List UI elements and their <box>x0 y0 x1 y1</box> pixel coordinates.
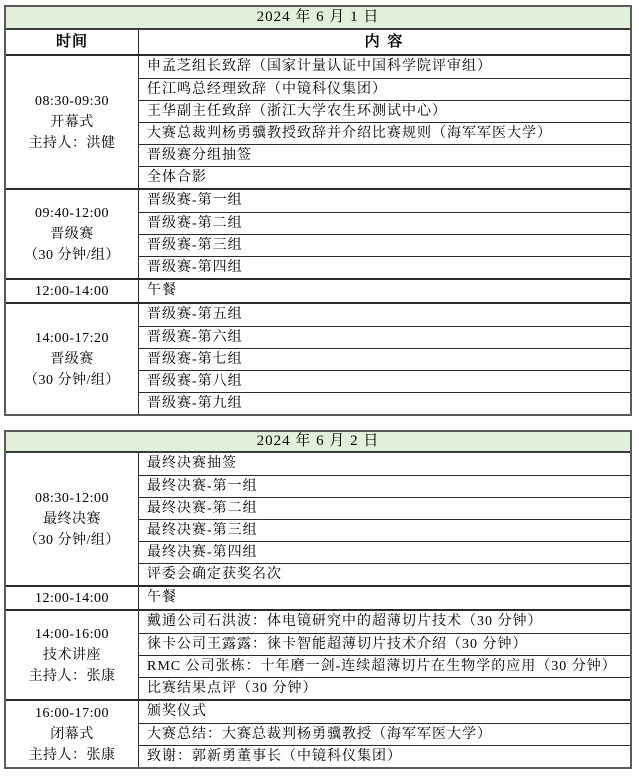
session-duration: （30 分钟/组） <box>24 532 120 548</box>
session-name: 最终决赛 <box>43 511 101 527</box>
session-host: 主持人：张康 <box>28 668 116 684</box>
day1-group-lunch <box>6 278 630 302</box>
content-rows <box>139 701 630 767</box>
schedule-row: 晋级赛-第一组 <box>147 193 243 208</box>
session-name: 晋级赛 <box>50 351 94 367</box>
schedule-row: 大赛总结：大赛总裁判杨勇骥教授（海军军医大学） <box>139 723 630 745</box>
day2-schedule-table <box>4 430 632 769</box>
day1-group-opening <box>6 56 630 188</box>
time-cell <box>6 611 139 699</box>
schedule-row: 晋级赛-第九组 <box>139 392 630 414</box>
schedule-row: 晋级赛-第二组 <box>139 212 630 234</box>
schedule-row: 午餐 <box>147 283 177 298</box>
time-range: 14:00-17:20 <box>35 330 109 346</box>
session-name: 晋级赛 <box>50 226 94 242</box>
time-range: 08:30-09:30 <box>35 93 109 109</box>
day1-column-header-row <box>6 30 630 56</box>
content-column-header: 内 容 <box>364 34 405 50</box>
time-range: 09:40-12:00 <box>35 205 109 221</box>
schedule-row: 最终决赛-第一组 <box>139 475 630 497</box>
session-name: 闭幕式 <box>50 726 94 742</box>
schedule-row: 晋级赛-第五组 <box>147 307 243 322</box>
schedule-row: 午餐 <box>147 590 177 605</box>
schedule-row: 最终决赛-第三组 <box>139 519 630 541</box>
schedule-row: 晋级赛-第四组 <box>139 256 630 278</box>
schedule-row: 晋级赛-第七组 <box>139 348 630 370</box>
time-cell <box>6 304 139 414</box>
day1-group-qualifier-afternoon <box>6 302 630 414</box>
content-rows <box>139 56 630 188</box>
content-rows <box>139 190 630 278</box>
time-range: 14:00-16:00 <box>35 626 109 642</box>
schedule-row: 比赛结果点评（30 分钟） <box>139 677 630 699</box>
content-rows <box>139 453 630 585</box>
session-duration: （30 分钟/组） <box>24 247 120 263</box>
schedule-row: 王华副主任致辞（浙江大学农生环测试中心） <box>139 100 630 122</box>
time-cell <box>6 701 139 767</box>
day1-group-qualifier-morning <box>6 188 630 278</box>
schedule-row: 最终决赛抽签 <box>147 456 237 471</box>
time-column-header: 时间 <box>6 30 139 54</box>
session-duration: （30 分钟/组） <box>24 372 120 388</box>
day2-group-final <box>6 453 630 585</box>
schedule-row: 任江鸣总经理致辞（中镜科仪集团） <box>139 78 630 100</box>
time-cell <box>6 587 139 609</box>
content-rows <box>139 611 630 699</box>
day2-group-lunch <box>6 585 630 609</box>
schedule-row: 最终决赛-第四组 <box>139 541 630 563</box>
day2-date-header: 2024 年 6 月 2 日 <box>6 432 630 453</box>
content-rows <box>139 304 630 414</box>
session-name: 技术讲座 <box>43 647 101 663</box>
schedule-row: 徕卡公司王露露：徕卡智能超薄切片技术介绍（30 分钟） <box>139 633 630 655</box>
schedule-row: RMC 公司张栋：十年磨一剑-连续超薄切片在生物学的应用（30 分钟） <box>139 655 630 677</box>
time-range: 08:30-12:00 <box>35 490 109 506</box>
session-host: 主持人：张康 <box>28 747 116 763</box>
time-range: 16:00-17:00 <box>35 705 109 721</box>
time-cell <box>6 280 139 302</box>
time-cell <box>6 56 139 188</box>
schedule-row: 大赛总裁判杨勇骥教授致辞并介绍比赛规则（海军军医大学） <box>139 122 630 144</box>
time-range: 12:00-14:00 <box>35 590 109 606</box>
schedule-row: 晋级赛-第六组 <box>139 326 630 348</box>
schedule-row: 最终决赛-第二组 <box>139 497 630 519</box>
schedule-row: 全体合影 <box>139 166 630 188</box>
schedule-row: 戴通公司石洪波：体电镜研究中的超薄切片技术（30 分钟） <box>147 614 543 629</box>
time-range: 12:00-14:00 <box>35 283 109 299</box>
schedule-row: 申孟芝组长致辞（国家计量认证中国科学院评审组） <box>147 59 492 74</box>
day1-date-header: 2024 年 6 月 1 日 <box>6 7 630 30</box>
day1-schedule-table <box>4 5 632 416</box>
schedule-row: 颁奖仪式 <box>147 704 207 719</box>
schedule-row: 晋级赛分组抽签 <box>139 144 630 166</box>
time-cell <box>6 190 139 278</box>
schedule-row: 晋级赛-第八组 <box>139 370 630 392</box>
session-name: 开幕式 <box>50 114 94 130</box>
content-rows <box>139 280 630 302</box>
schedule-row: 致谢：郭新勇董事长（中镜科仪集团） <box>139 745 630 767</box>
session-host: 主持人：洪健 <box>28 135 116 151</box>
day2-group-lectures <box>6 609 630 699</box>
content-rows <box>139 587 630 609</box>
schedule-row: 评委会确定获奖名次 <box>139 563 630 585</box>
day2-group-closing <box>6 699 630 767</box>
time-cell <box>6 453 139 585</box>
schedule-row: 晋级赛-第三组 <box>139 234 630 256</box>
